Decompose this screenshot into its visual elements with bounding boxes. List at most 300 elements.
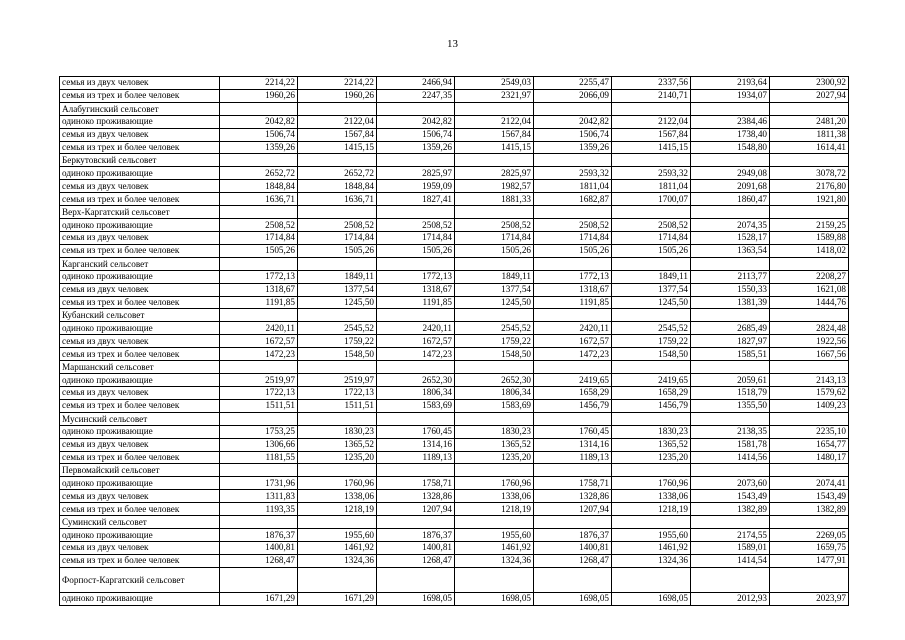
value-cell — [691, 309, 770, 322]
row-label: одиноко проживающие — [60, 219, 220, 232]
value-cell: 1444,76 — [770, 296, 849, 309]
value-cell: 2042,82 — [377, 115, 455, 128]
value-cell — [691, 567, 770, 592]
value-cell: 1528,17 — [691, 232, 770, 245]
value-cell: 2074,41 — [770, 477, 849, 490]
value-cell — [534, 206, 612, 219]
value-cell: 1456,79 — [612, 399, 691, 412]
section-row — [60, 412, 849, 425]
value-cell: 1506,74 — [220, 128, 298, 141]
value-cell: 2519,97 — [298, 374, 377, 387]
value-cell: 2059,61 — [691, 374, 770, 387]
value-cell: 1338,06 — [298, 490, 377, 503]
value-cell: 1700,07 — [612, 193, 691, 206]
value-cell: 1456,79 — [534, 399, 612, 412]
value-cell: 1876,37 — [377, 529, 455, 542]
section-title: Кубанский сельсовет — [60, 309, 220, 322]
row-label: одиноко проживающие — [60, 529, 220, 542]
value-cell: 1268,47 — [534, 554, 612, 567]
value-cell — [770, 257, 849, 270]
value-cell: 1400,81 — [220, 542, 298, 555]
value-cell: 1311,83 — [220, 490, 298, 503]
table-row — [60, 529, 849, 542]
value-cell: 2247,35 — [377, 89, 455, 102]
value-cell — [455, 257, 534, 270]
value-cell: 1758,71 — [534, 477, 612, 490]
value-cell: 1955,60 — [298, 529, 377, 542]
value-cell: 1415,15 — [298, 141, 377, 154]
value-cell: 1472,23 — [534, 348, 612, 361]
value-cell: 1667,56 — [770, 348, 849, 361]
value-cell — [534, 516, 612, 529]
value-cell: 2176,80 — [770, 180, 849, 193]
section-row — [60, 361, 849, 374]
value-cell: 1714,84 — [455, 232, 534, 245]
table-row — [60, 477, 849, 490]
value-cell: 1365,52 — [455, 438, 534, 451]
value-cell: 2074,35 — [691, 219, 770, 232]
value-cell: 1698,05 — [612, 592, 691, 605]
value-cell: 2519,97 — [220, 374, 298, 387]
section-title: Карганский сельсовет — [60, 257, 220, 270]
value-cell: 2159,25 — [770, 219, 849, 232]
table-row — [60, 219, 849, 232]
section-title: Верх-Каргатский сельсовет — [60, 206, 220, 219]
value-cell: 1207,94 — [534, 503, 612, 516]
value-cell: 1324,36 — [612, 554, 691, 567]
value-cell: 1235,20 — [612, 451, 691, 464]
value-cell: 2652,30 — [377, 374, 455, 387]
table-row — [60, 322, 849, 335]
section-title: Беркутовский сельсовет — [60, 154, 220, 167]
value-cell — [534, 361, 612, 374]
row-label: семья из двух человек — [60, 77, 220, 90]
value-cell: 1731,96 — [220, 477, 298, 490]
table-row — [60, 180, 849, 193]
value-cell: 1672,57 — [377, 335, 455, 348]
table-row — [60, 270, 849, 283]
value-cell: 1363,54 — [691, 244, 770, 257]
table-body — [60, 77, 849, 606]
value-cell — [612, 309, 691, 322]
value-cell — [612, 154, 691, 167]
value-cell: 2174,55 — [691, 529, 770, 542]
value-cell: 1189,13 — [534, 451, 612, 464]
value-cell: 1567,84 — [298, 128, 377, 141]
value-cell: 2508,52 — [612, 219, 691, 232]
value-cell: 1235,20 — [455, 451, 534, 464]
value-cell — [612, 361, 691, 374]
value-cell: 1759,22 — [455, 335, 534, 348]
section-title: Алабугинский сельсовет — [60, 102, 220, 115]
section-row — [60, 206, 849, 219]
value-cell: 2508,52 — [534, 219, 612, 232]
value-cell — [455, 206, 534, 219]
value-cell — [377, 102, 455, 115]
value-cell: 2825,97 — [377, 167, 455, 180]
value-cell: 1876,37 — [220, 529, 298, 542]
value-cell — [612, 257, 691, 270]
value-cell: 2012,93 — [691, 592, 770, 605]
value-cell: 1381,39 — [691, 296, 770, 309]
value-cell: 2091,68 — [691, 180, 770, 193]
section-row — [60, 309, 849, 322]
value-cell — [691, 102, 770, 115]
value-cell: 1268,47 — [377, 554, 455, 567]
value-cell: 2023,97 — [770, 592, 849, 605]
value-cell: 2545,52 — [455, 322, 534, 335]
row-label: одиноко проживающие — [60, 270, 220, 283]
row-label: семья из двух человек — [60, 542, 220, 555]
value-cell: 1191,85 — [220, 296, 298, 309]
value-cell: 1245,50 — [298, 296, 377, 309]
value-cell — [298, 464, 377, 477]
row-label: семья из двух человек — [60, 283, 220, 296]
row-label: семья из трех и более человек — [60, 141, 220, 154]
value-cell: 1409,23 — [770, 399, 849, 412]
row-label: семья из трех и более человек — [60, 244, 220, 257]
value-cell — [534, 257, 612, 270]
table-row — [60, 490, 849, 503]
value-cell: 1548,80 — [691, 141, 770, 154]
table-row — [60, 374, 849, 387]
value-cell — [377, 464, 455, 477]
value-cell — [691, 516, 770, 529]
value-cell — [298, 567, 377, 592]
value-cell — [455, 567, 534, 592]
value-cell: 1415,15 — [455, 141, 534, 154]
value-cell — [455, 102, 534, 115]
value-cell: 1181,55 — [220, 451, 298, 464]
section-row — [60, 257, 849, 270]
value-cell: 1306,66 — [220, 438, 298, 451]
value-cell: 2138,35 — [691, 425, 770, 438]
value-cell: 1659,75 — [770, 542, 849, 555]
value-cell: 1505,26 — [220, 244, 298, 257]
value-cell: 1189,13 — [377, 451, 455, 464]
value-cell: 2508,52 — [377, 219, 455, 232]
value-cell: 2481,20 — [770, 115, 849, 128]
value-cell: 1955,60 — [455, 529, 534, 542]
value-cell — [534, 154, 612, 167]
table-row — [60, 399, 849, 412]
value-cell: 1759,22 — [612, 335, 691, 348]
value-cell: 2042,82 — [220, 115, 298, 128]
value-cell: 1548,50 — [298, 348, 377, 361]
section-title: Суминский сельсовет — [60, 516, 220, 529]
value-cell: 2027,94 — [770, 89, 849, 102]
value-cell: 1548,50 — [455, 348, 534, 361]
value-cell: 1477,91 — [770, 554, 849, 567]
value-cell — [220, 309, 298, 322]
value-cell: 1636,71 — [220, 193, 298, 206]
value-cell: 2466,94 — [377, 77, 455, 90]
value-cell: 1543,49 — [770, 490, 849, 503]
value-cell: 1480,17 — [770, 451, 849, 464]
value-cell: 2652,30 — [455, 374, 534, 387]
value-cell: 1614,41 — [770, 141, 849, 154]
value-cell: 1759,22 — [298, 335, 377, 348]
value-cell: 1585,51 — [691, 348, 770, 361]
value-cell — [377, 412, 455, 425]
value-cell — [377, 361, 455, 374]
value-cell: 2214,22 — [298, 77, 377, 90]
value-cell — [377, 309, 455, 322]
table-row — [60, 128, 849, 141]
row-label: одиноко проживающие — [60, 167, 220, 180]
value-cell — [770, 361, 849, 374]
value-cell: 1359,26 — [377, 141, 455, 154]
value-cell — [455, 154, 534, 167]
value-cell: 1849,11 — [612, 270, 691, 283]
row-label: одиноко проживающие — [60, 115, 220, 128]
value-cell: 1191,85 — [534, 296, 612, 309]
value-cell: 1772,13 — [377, 270, 455, 283]
value-cell: 1714,84 — [534, 232, 612, 245]
value-cell: 1714,84 — [612, 232, 691, 245]
value-cell: 1934,07 — [691, 89, 770, 102]
value-cell — [770, 309, 849, 322]
value-cell: 1671,29 — [220, 592, 298, 605]
value-cell — [220, 516, 298, 529]
section-row — [60, 102, 849, 115]
value-cell: 1506,74 — [534, 128, 612, 141]
value-cell: 1382,89 — [770, 503, 849, 516]
value-cell: 2300,92 — [770, 77, 849, 90]
value-cell: 1579,62 — [770, 387, 849, 400]
value-cell: 1581,78 — [691, 438, 770, 451]
row-label: семья из двух человек — [60, 128, 220, 141]
value-cell: 2122,04 — [612, 115, 691, 128]
value-cell — [298, 309, 377, 322]
value-cell — [534, 309, 612, 322]
row-label: одиноко проживающие — [60, 592, 220, 605]
value-cell: 1318,67 — [220, 283, 298, 296]
section-row — [60, 464, 849, 477]
value-cell: 1714,84 — [220, 232, 298, 245]
value-cell: 1658,29 — [534, 387, 612, 400]
value-cell: 2652,72 — [298, 167, 377, 180]
value-cell: 2508,52 — [298, 219, 377, 232]
value-cell — [455, 516, 534, 529]
value-cell: 1848,84 — [220, 180, 298, 193]
value-cell: 2140,71 — [612, 89, 691, 102]
value-cell: 1400,81 — [377, 542, 455, 555]
table-row — [60, 425, 849, 438]
value-cell: 1881,33 — [455, 193, 534, 206]
value-cell: 1245,50 — [455, 296, 534, 309]
value-cell: 2545,52 — [612, 322, 691, 335]
value-cell: 1671,29 — [298, 592, 377, 605]
value-cell: 2652,72 — [220, 167, 298, 180]
value-cell: 1328,86 — [534, 490, 612, 503]
table-row — [60, 283, 849, 296]
value-cell: 1806,34 — [455, 387, 534, 400]
value-cell — [298, 154, 377, 167]
value-cell — [691, 464, 770, 477]
value-cell: 1548,50 — [612, 348, 691, 361]
value-cell: 1338,06 — [612, 490, 691, 503]
value-cell — [455, 412, 534, 425]
value-cell: 2549,03 — [455, 77, 534, 90]
value-cell: 1760,96 — [612, 477, 691, 490]
value-cell: 1589,01 — [691, 542, 770, 555]
value-cell: 1461,92 — [298, 542, 377, 555]
value-cell: 1338,06 — [455, 490, 534, 503]
value-cell — [220, 464, 298, 477]
value-cell: 1760,45 — [534, 425, 612, 438]
section-row — [60, 516, 849, 529]
value-cell: 1543,49 — [691, 490, 770, 503]
section-title: Маршанский сельсовет — [60, 361, 220, 374]
value-cell — [298, 361, 377, 374]
table-row — [60, 592, 849, 605]
value-cell: 1753,25 — [220, 425, 298, 438]
value-cell: 1511,51 — [220, 399, 298, 412]
value-cell: 1472,23 — [377, 348, 455, 361]
value-cell: 2066,09 — [534, 89, 612, 102]
value-cell — [691, 412, 770, 425]
value-cell — [220, 412, 298, 425]
value-cell: 1827,97 — [691, 335, 770, 348]
value-cell: 2208,27 — [770, 270, 849, 283]
value-cell: 1506,74 — [377, 128, 455, 141]
value-cell: 2420,11 — [534, 322, 612, 335]
table-row — [60, 89, 849, 102]
value-cell — [377, 516, 455, 529]
table-row — [60, 296, 849, 309]
value-cell: 1760,96 — [298, 477, 377, 490]
value-cell: 2193,64 — [691, 77, 770, 90]
value-cell: 1955,60 — [612, 529, 691, 542]
value-cell: 2420,11 — [220, 322, 298, 335]
section-row — [60, 154, 849, 167]
value-cell: 1324,36 — [298, 554, 377, 567]
value-cell — [534, 412, 612, 425]
value-cell — [220, 102, 298, 115]
value-cell — [691, 154, 770, 167]
value-cell: 2122,04 — [455, 115, 534, 128]
row-label: семья из трех и более человек — [60, 193, 220, 206]
value-cell: 2073,60 — [691, 477, 770, 490]
value-cell: 2419,65 — [534, 374, 612, 387]
value-cell: 2419,65 — [612, 374, 691, 387]
value-cell: 1511,51 — [298, 399, 377, 412]
value-cell: 1848,84 — [298, 180, 377, 193]
table-row — [60, 542, 849, 555]
value-cell — [612, 102, 691, 115]
value-cell: 1355,50 — [691, 399, 770, 412]
value-cell: 1959,09 — [377, 180, 455, 193]
value-cell: 1722,13 — [298, 387, 377, 400]
row-label: семья из двух человек — [60, 438, 220, 451]
value-cell — [455, 464, 534, 477]
value-cell — [691, 361, 770, 374]
value-cell: 1583,69 — [455, 399, 534, 412]
value-cell: 1849,11 — [298, 270, 377, 283]
value-cell: 1760,45 — [377, 425, 455, 438]
value-cell: 2420,11 — [377, 322, 455, 335]
value-cell: 1461,92 — [612, 542, 691, 555]
value-cell: 1714,84 — [298, 232, 377, 245]
row-label: семья из трех и более человек — [60, 451, 220, 464]
value-cell: 1760,96 — [455, 477, 534, 490]
value-cell — [377, 567, 455, 592]
value-cell: 2143,13 — [770, 374, 849, 387]
value-cell: 2508,52 — [220, 219, 298, 232]
section-title: Первомайский сельсовет — [60, 464, 220, 477]
value-cell: 1811,04 — [534, 180, 612, 193]
value-cell: 1268,47 — [220, 554, 298, 567]
value-cell: 1318,67 — [377, 283, 455, 296]
value-cell — [220, 154, 298, 167]
value-cell: 1218,19 — [298, 503, 377, 516]
value-cell: 1658,29 — [612, 387, 691, 400]
value-cell: 1377,54 — [455, 283, 534, 296]
value-cell — [455, 361, 534, 374]
row-label: одиноко проживающие — [60, 374, 220, 387]
value-cell: 2337,56 — [612, 77, 691, 90]
value-cell: 1849,11 — [455, 270, 534, 283]
value-cell: 1960,26 — [298, 89, 377, 102]
cost-table — [59, 76, 849, 606]
value-cell — [612, 516, 691, 529]
value-cell — [220, 361, 298, 374]
value-cell: 1811,38 — [770, 128, 849, 141]
value-cell: 2545,52 — [298, 322, 377, 335]
value-cell: 1698,05 — [534, 592, 612, 605]
value-cell — [534, 464, 612, 477]
value-cell — [691, 257, 770, 270]
table-row — [60, 438, 849, 451]
value-cell — [298, 412, 377, 425]
value-cell: 2235,10 — [770, 425, 849, 438]
value-cell: 2042,82 — [534, 115, 612, 128]
value-cell: 1876,37 — [534, 529, 612, 542]
value-cell: 2949,08 — [691, 167, 770, 180]
value-cell: 1418,02 — [770, 244, 849, 257]
value-cell: 1830,23 — [455, 425, 534, 438]
value-cell: 1738,40 — [691, 128, 770, 141]
row-label: семья из двух человек — [60, 490, 220, 503]
value-cell: 1382,89 — [691, 503, 770, 516]
value-cell: 1672,57 — [220, 335, 298, 348]
value-cell: 1772,13 — [220, 270, 298, 283]
value-cell: 1377,54 — [298, 283, 377, 296]
row-label: семья из трех и более человек — [60, 296, 220, 309]
value-cell — [612, 206, 691, 219]
value-cell: 1583,69 — [377, 399, 455, 412]
value-cell — [298, 516, 377, 529]
value-cell: 2113,77 — [691, 270, 770, 283]
table-row — [60, 503, 849, 516]
value-cell — [534, 102, 612, 115]
value-cell: 1921,80 — [770, 193, 849, 206]
value-cell: 1505,26 — [455, 244, 534, 257]
value-cell: 1245,50 — [612, 296, 691, 309]
value-cell: 1830,23 — [612, 425, 691, 438]
value-cell: 1518,79 — [691, 387, 770, 400]
section-title: Мусинский сельсовет — [60, 412, 220, 425]
table-row — [60, 167, 849, 180]
value-cell: 1235,20 — [298, 451, 377, 464]
value-cell — [770, 412, 849, 425]
value-cell: 1698,05 — [455, 592, 534, 605]
value-cell: 1365,52 — [612, 438, 691, 451]
table-row — [60, 451, 849, 464]
table-row — [60, 348, 849, 361]
value-cell: 1461,92 — [455, 542, 534, 555]
